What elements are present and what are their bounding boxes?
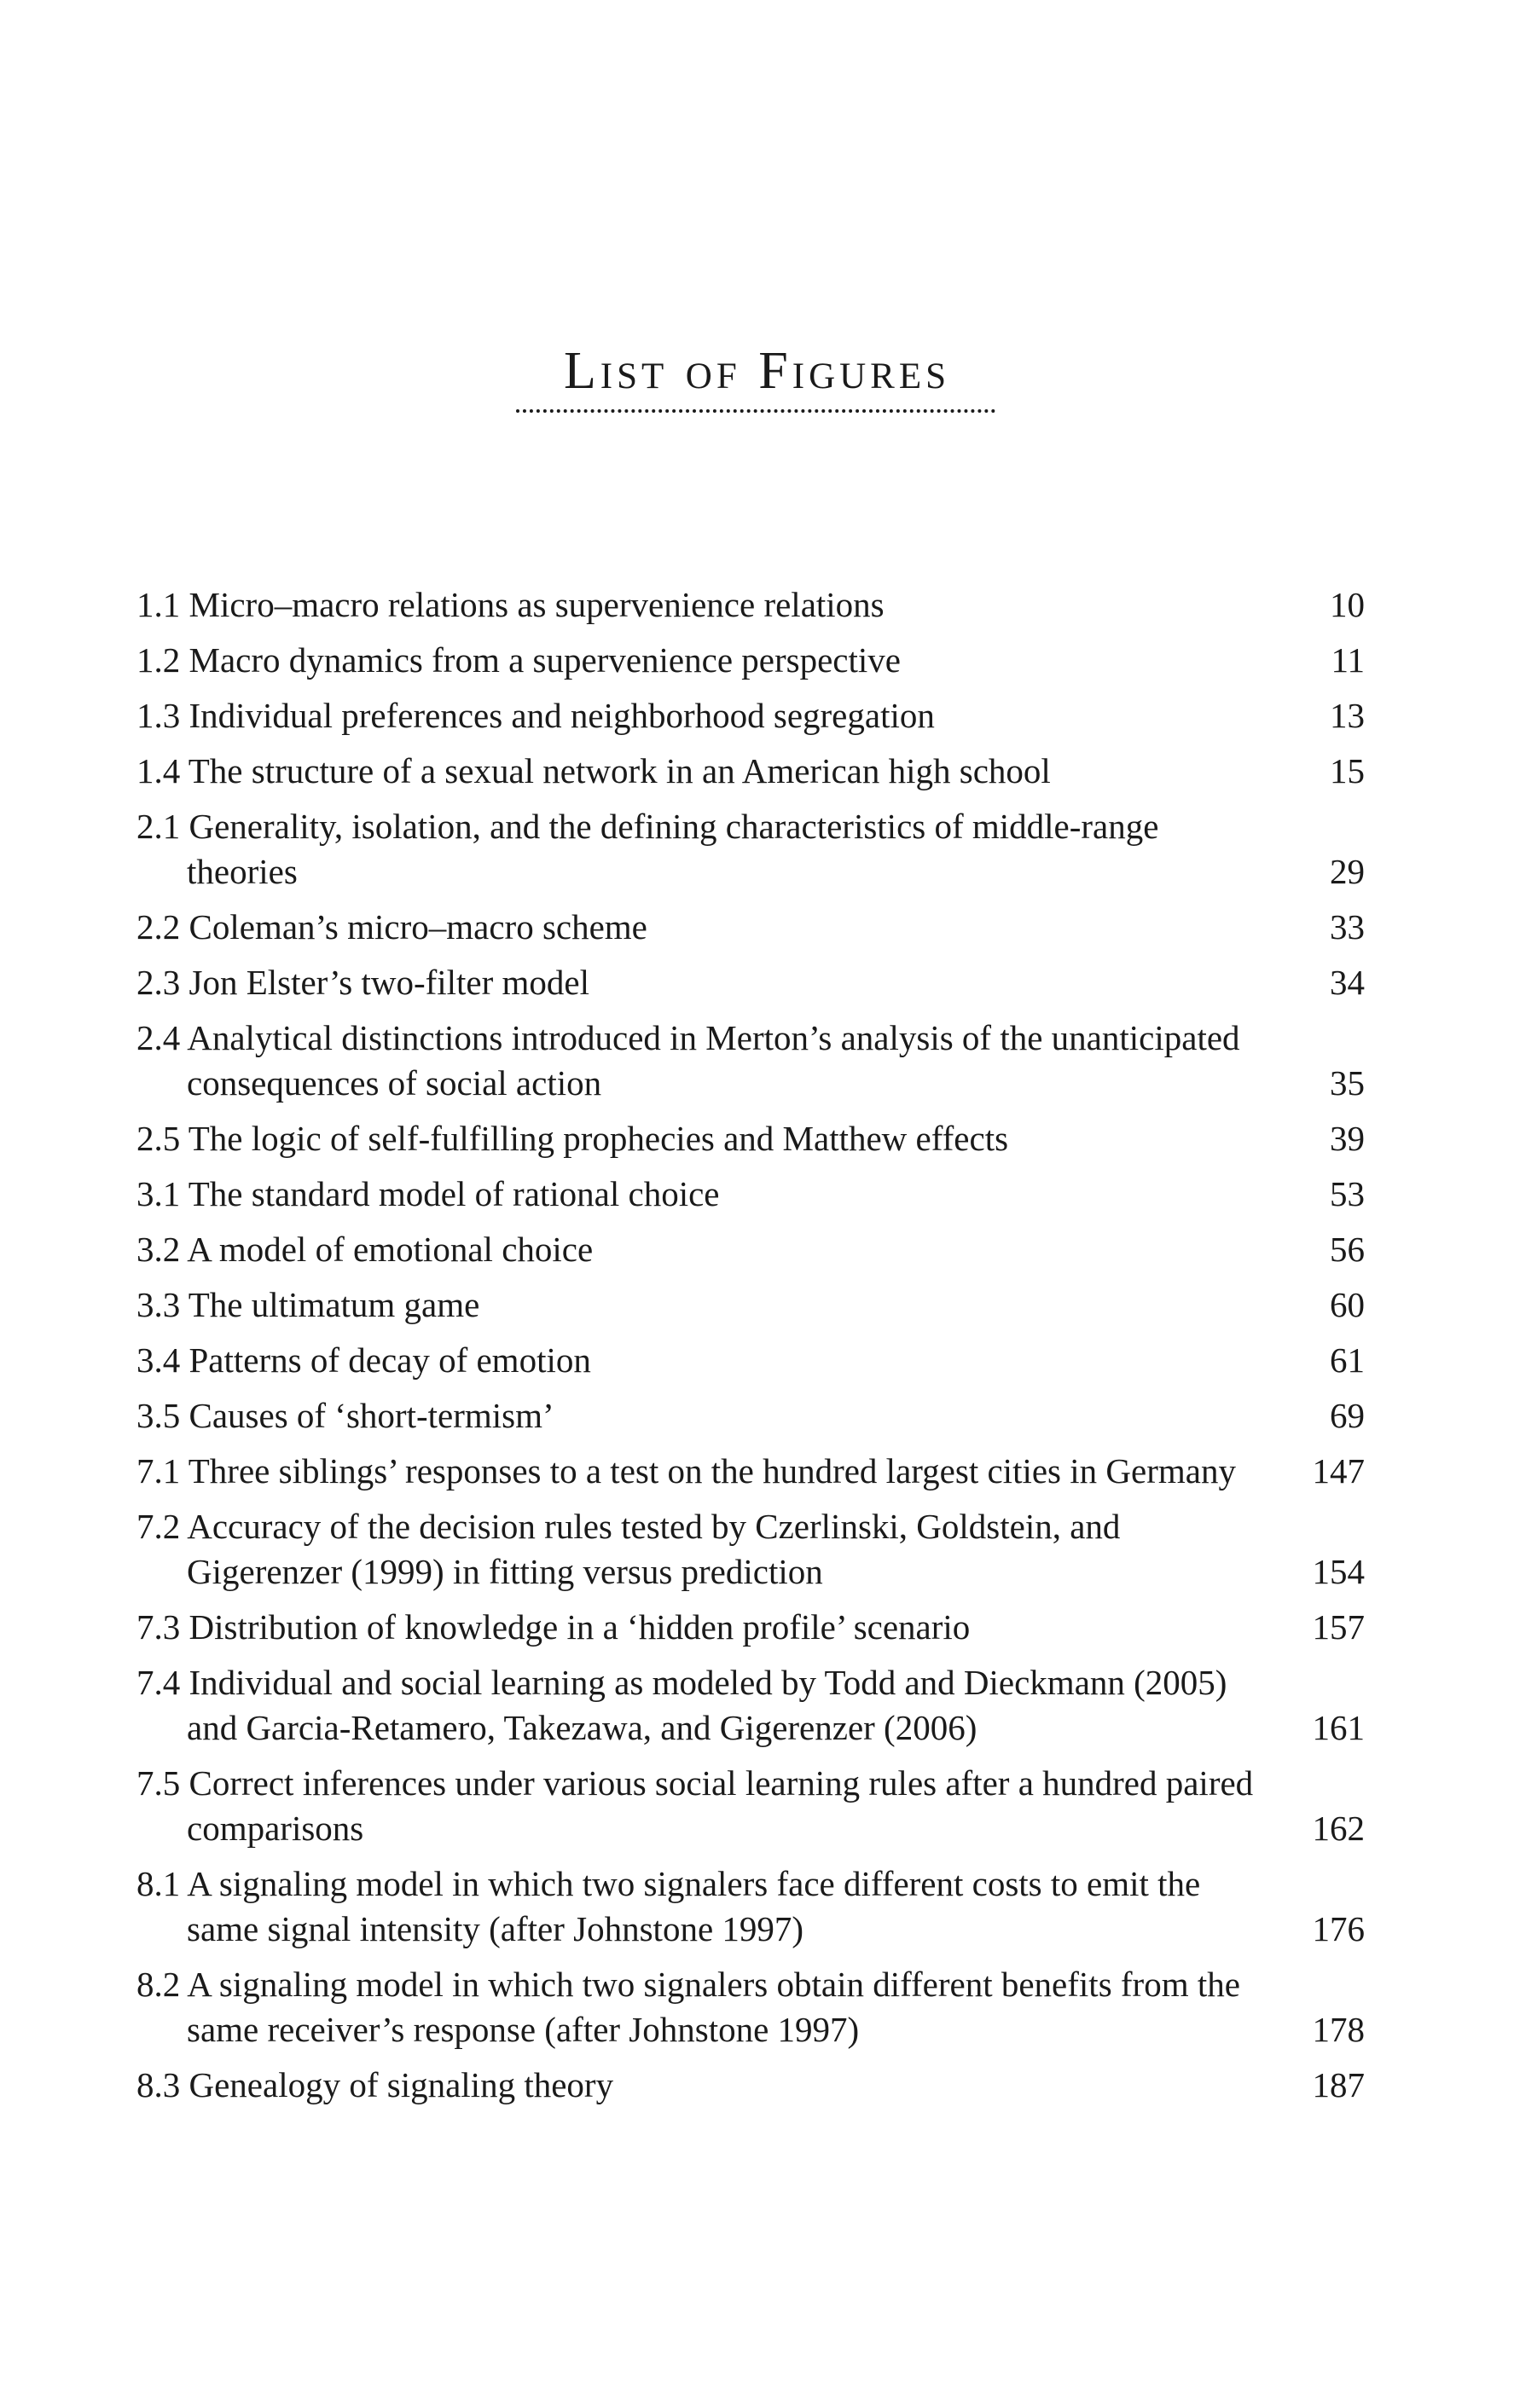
figure-entry [136,749,1365,794]
figure-number: 3.5 [136,1396,181,1435]
figure-page-number: 61 [1330,1340,1365,1380]
figure-title: Genealogy of signaling theory [189,2065,614,2104]
figure-page-number: 187 [1312,2065,1365,2104]
figure-entry [136,1761,1365,1851]
figure-title: Distribution of knowledge in a ‘hidden profile’ scenario [189,1607,971,1647]
figure-entry [136,905,1365,950]
figure-entry [136,804,1365,894]
figure-number: 7.1 [136,1451,181,1491]
figure-title: A signaling model in which two signalers face different costs to emit the same signal intensity (after Johnstone 1997) [187,1864,1201,1948]
figure-page-number: 69 [1330,1396,1365,1435]
figure-title: Correct inferences under various social learning rules after a hundred paired comparisons [187,1763,1254,1848]
figure-page-number: 178 [1312,2010,1365,2049]
figure-title: A signaling model in which two signalers obtain different benefits from the same receiver’s response (after Johnstone 1997) [187,1965,1240,2049]
figure-number: 1.1 [136,585,181,624]
figure-entry [136,1016,1365,1106]
figure-title: Generality, isolation, and the defining characteristics of middle-range theories [187,807,1159,891]
figure-list [136,582,1365,2118]
figure-number: 3.1 [136,1174,181,1213]
figure-title: Individual and social learning as modeled by Todd and Dieckmann (2005) and Garcia-Retamero, Takezawa, and Gigerenzer (2006) [187,1663,1227,1747]
figure-title: Causes of ‘short-termism’ [189,1396,554,1435]
figure-number: 2.2 [136,907,181,946]
figure-entry [136,1282,1365,1328]
figure-entry [136,1660,1365,1751]
figure-title: A model of emotional choice [187,1230,594,1269]
figure-number: 7.5 [136,1763,181,1803]
figure-entry [136,1227,1365,1272]
figure-number: 2.5 [136,1119,181,1158]
figure-number: 8.2 [136,1965,181,2004]
figure-entry [136,693,1365,738]
figure-entry [136,960,1365,1005]
figure-page-number: 53 [1330,1174,1365,1213]
figure-page-number: 154 [1312,1552,1365,1591]
figure-page-number: 162 [1312,1809,1365,1848]
figure-title: Jon Elster’s two-filter model [189,963,590,1002]
figure-number: 3.3 [136,1285,181,1324]
figure-title: The ultimatum game [188,1285,480,1324]
figure-title: Patterns of decay of emotion [189,1340,591,1380]
figure-entry [136,1605,1365,1650]
figure-page-number: 60 [1330,1285,1365,1324]
figure-title: The logic of self-fulfilling prophecies and Matthew effects [188,1119,1009,1158]
figure-number: 3.4 [136,1340,181,1380]
figure-title: Micro–macro relations as supervenience relations [189,585,885,624]
figure-page-number: 39 [1330,1119,1365,1158]
figure-number: 7.3 [136,1607,181,1647]
figure-page-number: 13 [1330,696,1365,735]
figure-page-number: 161 [1312,1708,1365,1747]
figure-title: The standard model of rational choice [188,1174,720,1213]
figure-number: 7.4 [136,1663,181,1702]
figure-entry [136,2063,1365,2108]
figure-page-number: 157 [1312,1607,1365,1647]
figure-entry [136,1449,1365,1494]
figure-page-number: 29 [1330,852,1365,891]
figure-number: 8.3 [136,2065,181,2104]
figure-number: 3.2 [136,1230,181,1269]
title-dotted-rule [516,409,995,413]
figure-entry [136,1393,1365,1438]
figure-title: Three siblings’ responses to a test on the hundred largest cities in Germany [188,1451,1236,1491]
figure-title: Coleman’s micro–macro scheme [189,907,647,946]
figure-title: Analytical distinctions introduced in Merton’s analysis of the unanticipated consequences of social action [187,1018,1240,1103]
figure-number: 1.4 [136,751,181,790]
figure-number: 1.2 [136,640,181,680]
figure-number: 2.4 [136,1018,181,1057]
figure-number: 7.2 [136,1507,181,1546]
figure-page-number: 10 [1330,585,1365,624]
figure-page-number: 33 [1330,907,1365,946]
figure-entry [136,1172,1365,1217]
figure-entry [136,1504,1365,1595]
figure-title: Macro dynamics from a supervenience perspective [189,640,901,680]
page-title: List of Figures [563,342,951,400]
figure-entry [136,1338,1365,1383]
figure-page-number: 147 [1312,1451,1365,1491]
figure-page-number: 35 [1330,1063,1365,1103]
figure-entry [136,582,1365,628]
figure-title: The structure of a sexual network in an American high school [188,751,1051,790]
figure-entry [136,1116,1365,1161]
figure-page-number: 11 [1331,640,1365,680]
figure-title: Accuracy of the decision rules tested by Czerlinski, Goldstein, and Gigerenzer (1999) in fitting versus prediction [187,1507,1121,1591]
figure-page-number: 15 [1330,751,1365,790]
figure-page-number: 176 [1312,1909,1365,1948]
figure-number: 1.3 [136,696,181,735]
figure-number: 2.3 [136,963,181,1002]
figure-number: 8.1 [136,1864,181,1903]
figure-entry [136,1962,1365,2052]
figure-page-number: 56 [1330,1230,1365,1269]
figure-entry [136,638,1365,683]
figure-page-number: 34 [1330,963,1365,1002]
figure-entry [136,1861,1365,1952]
figure-number: 2.1 [136,807,181,846]
figure-title: Individual preferences and neighborhood segregation [189,696,935,735]
